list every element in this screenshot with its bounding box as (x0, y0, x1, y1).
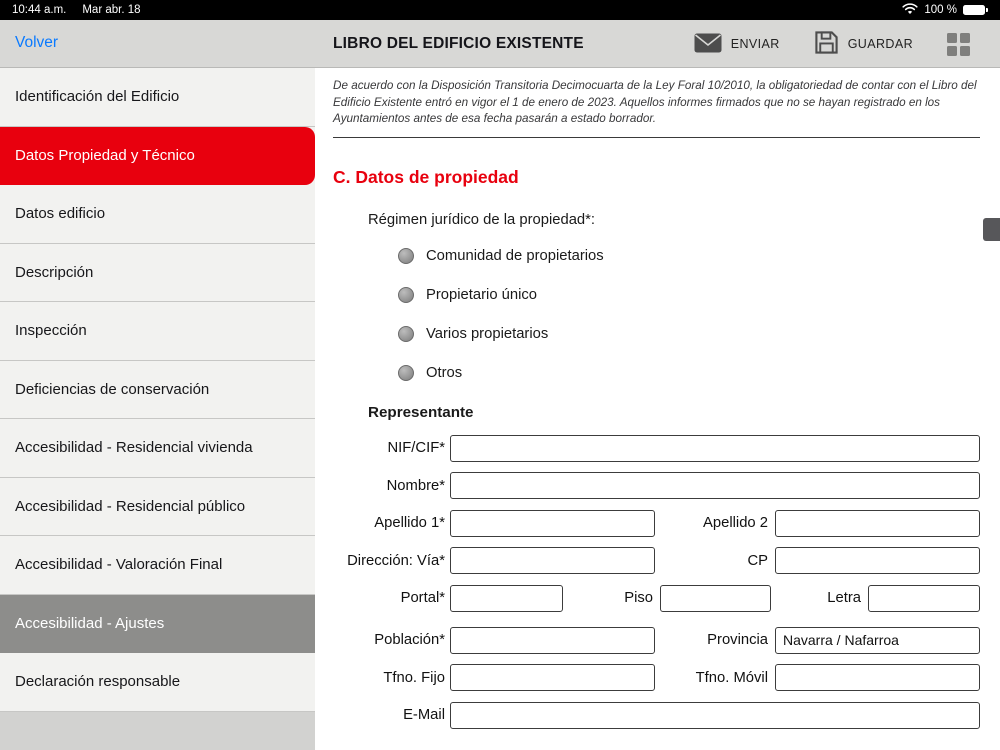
page-title: LIBRO DEL EDIFICIO EXISTENTE (333, 35, 584, 52)
radio-option-otros[interactable] (398, 365, 980, 381)
apellido1-input[interactable] (450, 510, 655, 537)
poblacion-input[interactable] (450, 627, 655, 654)
sidebar-item-acc-valoracion-final[interactable]: Accesibilidad - Valoración Final (0, 536, 315, 595)
letra-label: Letra (827, 590, 861, 607)
scrollbar-thumb[interactable] (983, 218, 1000, 241)
apellido1-label: Apellido 1* (374, 515, 445, 532)
status-time: 10:44 a.m. (12, 4, 67, 16)
floppy-icon (814, 30, 839, 58)
grid-menu-icon[interactable] (947, 33, 970, 56)
tfno-fijo-input[interactable] (450, 664, 655, 691)
apellido2-input[interactable] (775, 510, 980, 537)
radio-option-propietario-unico[interactable] (398, 287, 980, 303)
sidebar-footer (0, 712, 315, 750)
back-button[interactable]: Volver (15, 34, 59, 51)
form-row-direccion (333, 547, 980, 574)
direccion-input[interactable] (450, 547, 655, 574)
sidebar-item-deficiencias[interactable]: Deficiencias de conservación (0, 361, 315, 420)
letra-input[interactable] (868, 585, 980, 612)
radio-button-icon[interactable] (398, 248, 414, 264)
sidebar-item-declaracion[interactable]: Declaración responsable (0, 653, 315, 712)
main-content (315, 68, 1000, 750)
wifi-icon (902, 3, 918, 18)
radio-option-comunidad[interactable] (398, 248, 980, 264)
tfno-movil-label: Tfno. Móvil (695, 669, 768, 686)
send-button[interactable] (694, 33, 780, 56)
battery-percent: 100 % (924, 4, 957, 16)
portal-label: Portal* (400, 590, 445, 607)
battery-icon (963, 5, 988, 15)
tfno-movil-input[interactable] (775, 664, 980, 691)
sidebar-item-inspeccion[interactable]: Inspección (0, 302, 315, 361)
radio-option-label: Otros (426, 364, 463, 381)
status-bar (0, 0, 1000, 20)
poblacion-label: Población* (374, 632, 445, 649)
email-label: E-Mail (403, 707, 445, 724)
legal-notice: De acuerdo con la Disposición Transitoria Decimocuarta de la Ley Foral 10/2010, la obligatoriedad de contar con el Libro del Edificio Existente entró en vigor el 1 de enero de 2023. Aquellos informes firmados que no se hayan registrado en los Ayuntamientos antes de esa fecha pasarán a estado borrador. (333, 78, 980, 138)
save-button-label: GUARDAR (847, 37, 913, 51)
piso-label: Piso (624, 590, 653, 607)
regimen-label: Régimen jurídico de la propiedad*: (368, 211, 596, 228)
section-title: C. Datos de propiedad (333, 166, 519, 187)
cp-input[interactable] (775, 547, 980, 574)
direccion-label: Dirección: Vía* (347, 552, 445, 569)
nombre-input[interactable] (450, 472, 980, 499)
apellido2-label: Apellido 2 (703, 515, 768, 532)
radio-button-icon[interactable] (398, 287, 414, 303)
sidebar-item-acc-residencial-publico[interactable]: Accesibilidad - Residencial público (0, 478, 315, 537)
representante-title: Representante (368, 403, 474, 421)
form-row-nombre (333, 472, 980, 499)
form-row-apellidos (333, 510, 980, 537)
form-row-portal (333, 585, 980, 612)
app-header (0, 20, 1000, 68)
portal-input[interactable] (450, 585, 563, 612)
cp-label: CP (747, 552, 768, 569)
save-button[interactable] (814, 30, 913, 58)
nombre-label: Nombre* (386, 477, 445, 494)
sidebar-item-datos-edificio[interactable]: Datos edificio (0, 185, 315, 244)
tfno-fijo-label: Tfno. Fijo (383, 669, 445, 686)
radio-button-icon[interactable] (398, 326, 414, 342)
radio-option-varios-propietarios[interactable] (398, 326, 980, 342)
send-button-label: ENVIAR (730, 37, 780, 51)
status-date: Mar abr. 18 (82, 4, 141, 16)
radio-option-label: Varios propietarios (426, 325, 549, 342)
radio-button-icon[interactable] (398, 365, 414, 381)
sidebar-item-acc-ajustes[interactable]: Accesibilidad - Ajustes (0, 595, 315, 654)
sidebar-item-descripcion[interactable]: Descripción (0, 244, 315, 303)
radio-option-label: Comunidad de propietarios (426, 247, 604, 264)
piso-input[interactable] (660, 585, 771, 612)
form-row-telefonos (333, 664, 980, 691)
sidebar (0, 68, 315, 750)
sidebar-item-identificacion[interactable]: Identificación del Edificio (0, 68, 315, 127)
provincia-input[interactable] (775, 627, 980, 654)
regimen-radio-group (398, 248, 980, 381)
sidebar-item-acc-residencial-vivienda[interactable]: Accesibilidad - Residencial vivienda (0, 419, 315, 478)
sidebar-item-datos-propiedad[interactable]: Datos Propiedad y Técnico (0, 127, 315, 186)
radio-option-label: Propietario único (426, 286, 538, 303)
email-input[interactable] (450, 702, 980, 729)
envelope-icon (694, 33, 722, 56)
form-row-email (333, 702, 980, 729)
form-row-poblacion (333, 627, 980, 654)
nif-label: NIF/CIF* (387, 440, 445, 457)
provincia-label: Provincia (707, 632, 768, 649)
nif-input[interactable] (450, 435, 980, 462)
form-row-nif (333, 435, 980, 462)
